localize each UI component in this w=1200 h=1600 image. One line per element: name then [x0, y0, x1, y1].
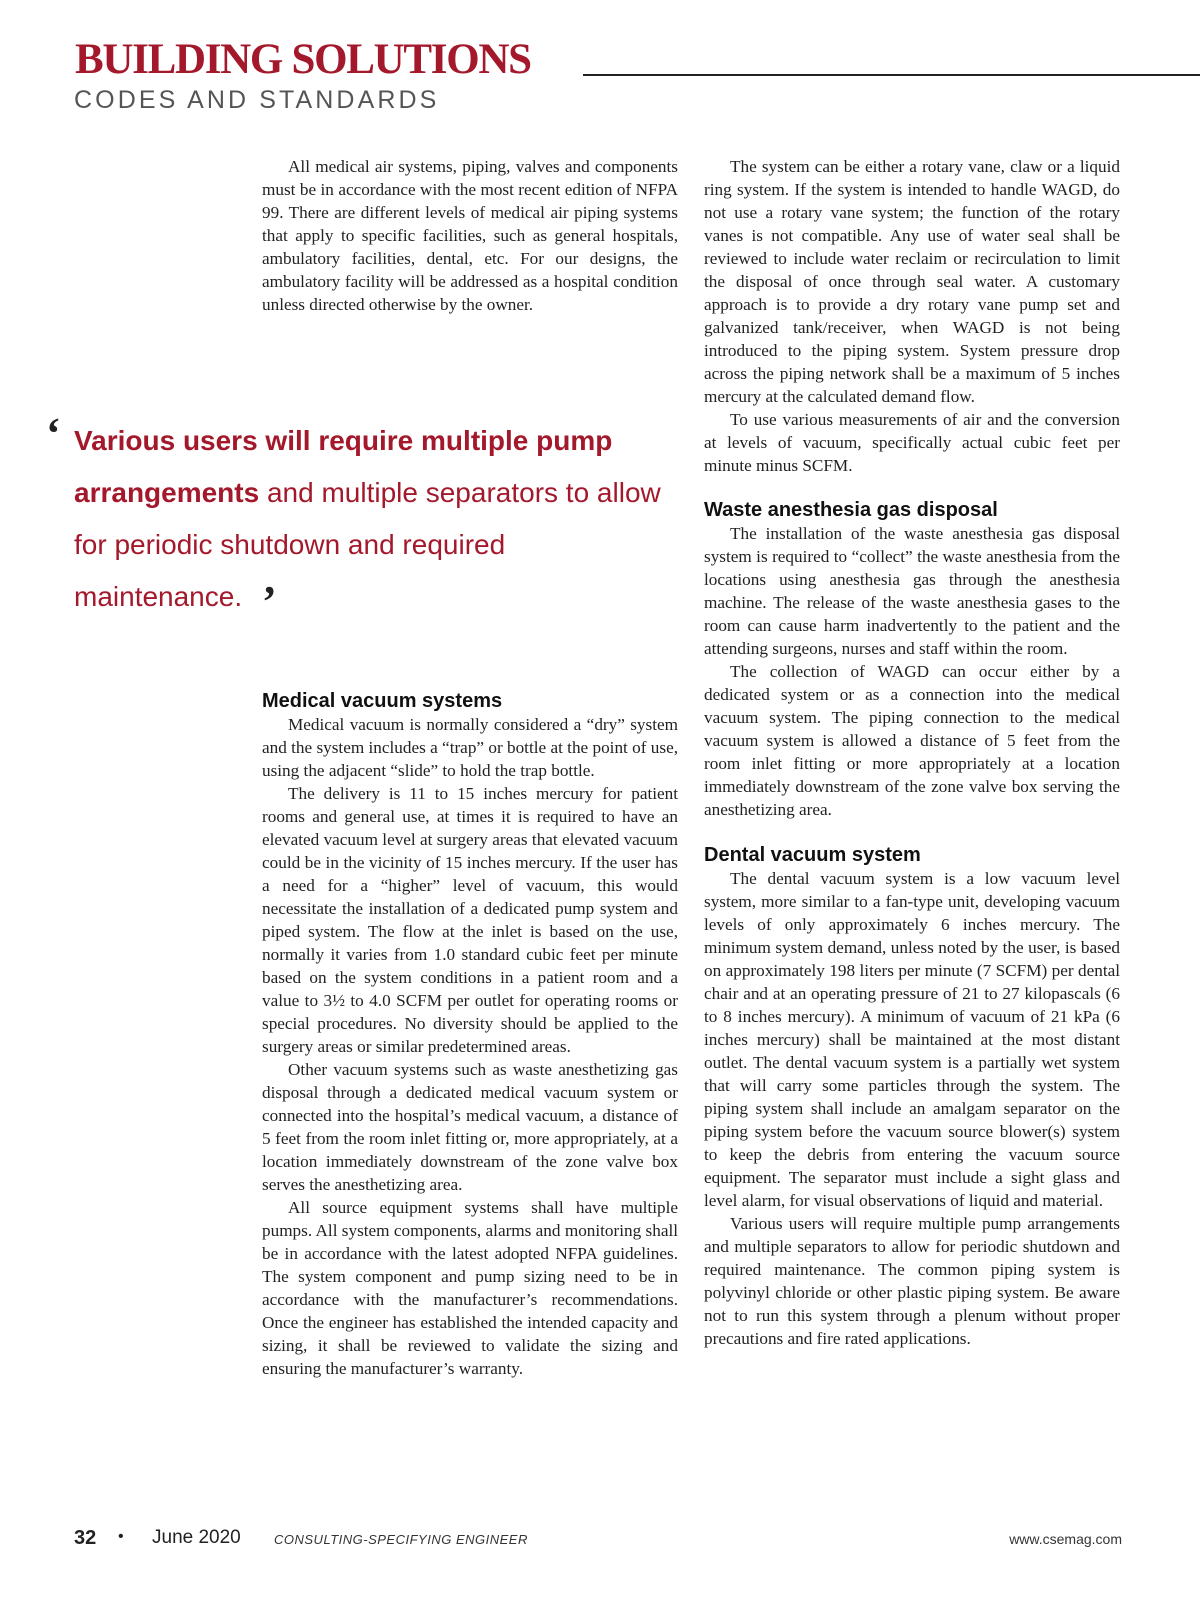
paragraph: All medical air systems, piping, valves and components must be in accordance with the most recent edition of NFPA 99. There are different levels of medical air piping systems that apply to specific facilities, such as general hospitals, ambulatory facilities, dental, etc. For our designs, the ambulatory facility will be addressed as a hospital condition unless directed otherwise by the owner. [262, 157, 678, 314]
pull-quote-rest: and multiple separators to allow for periodic shutdown and required maintenance. [74, 477, 661, 612]
paragraph: All source equipment systems shall have multiple pumps. All system components, alarms and monitoring shall be in accordance with the latest adopted NFPA guidelines. The system component and pump sizing need to be in accordance with the manufacturer’s recommendations. Once the engineer has established the intended capacity and sizing, it shall be reviewed to validate the sizing and ensuring the manufacturer’s warranty. [262, 1198, 678, 1378]
paragraph: The system can be either a rotary vane, claw or a liquid ring system. If the system is intended to handle WAGD, do not use a rotary vane system; the function of the rotary vanes is not compatible. Any use of water seal shall be reviewed to include water reclaim or recirculation to limit the disposal of once through seal water. A customary approach is to provide a dry rotary vane pump set and galvanized tank/receiver, when WAGD is not being introduced to the piping system. System pressure drop across the piping network shall be a maximum of 5 inches mercury at the calculated demand flow. [704, 157, 1120, 406]
paragraph: The dental vacuum system is a low vacuum level system, more similar to a fan-type unit, developing vacuum levels of only approximately 6 inches mercury. The minimum system demand, unless noted by the user, is based on approximately 198 liters per minute (7 SCFM) per dental chair and at an operating pressure of 21 to 27 kilopascals (6 to 8 inches mercury). A minimum of vacuum of 21 kPa (6 inches mercury) shall be maintained at the most distant outlet. The dental vacuum system is a partially wet system that will carry some particles through the system. The piping system shall include an amalgam separator on the piping system before the vacuum source blower(s) system to keep the debris from entering the vacuum source equipment. The separator must include a sight glass and level alarm, for visual observations of liquid and material. [704, 869, 1120, 1210]
separator-bullet: • [118, 1528, 124, 1545]
paragraph: Other vacuum systems such as waste anesthetizing gas disposal through a dedicated medical vacuum system or connected into the hospital’s medical vacuum, a distance of 5 feet from the room inlet fitting or, more appropriately, at a location immediately downstream of the zone valve box serves the anesthetizing area. [262, 1060, 678, 1194]
section-title: BUILDING SOLUTIONS [75, 36, 531, 83]
paragraph: The collection of WAGD can occur either by a dedicated system or as a connection into the medical vacuum system. The piping connection to the medical vacuum system is allowed a distance of 5 feet from the room inlet fitting or more appropriately at a location immediately downstream of the zone valve box serving the anesthetizing area. [704, 662, 1120, 819]
header-rule [583, 74, 1200, 76]
section-heading: Waste anesthesia gas disposal [704, 499, 998, 521]
page-footer [74, 1527, 1122, 1557]
pull-quote-text [74, 415, 674, 626]
section-subtitle: CODES AND STANDARDS [74, 86, 440, 114]
publication-name: CONSULTING-SPECIFYING ENGINEER [274, 1532, 528, 1547]
section-heading: Medical vacuum systems [262, 690, 503, 712]
paragraph: Various users will require multiple pump arrangements and multiple separators to allow for periodic shutdown and required maintenance. The common piping system is polyvinyl chloride or other plastic piping system. Be aware not to run this system through a plenum without proper precautions and fire rated applications. [704, 1214, 1120, 1348]
page-number: 32 [74, 1527, 97, 1549]
paragraph: Medical vacuum is normally considered a “dry” system and the system includes a “trap” or bottle at the point of use, using the adjacent “slide” to hold the trap bottle. [262, 715, 678, 780]
paragraph: The installation of the waste anesthesia gas disposal system is required to “collect” the waste anesthesia from the locations using anesthesia gas through the anesthesia machine. The release of the waste anesthesia gases to the room can cause harm inadvertently to the patient and the attending surgeons, nurses and staff within the room. [704, 524, 1120, 658]
pull-quote [74, 415, 674, 647]
pull-quote-emphasis: Various users will require multiple pump arrangements [74, 425, 613, 508]
website-url: www.csemag.com [1009, 1531, 1122, 1547]
column-2 [704, 155, 1120, 1350]
column-1-medical-vacuum [262, 689, 678, 1380]
section-heading: Dental vacuum system [704, 844, 921, 866]
paragraph: To use various measurements of air and the conversion at levels of vacuum, specifically actual cubic feet per minute minus SCFM. [704, 410, 1120, 475]
close-quote-mark: ’ [262, 577, 277, 626]
open-quote-mark: ‘ [46, 409, 61, 458]
issue-date: June 2020 [152, 1527, 241, 1548]
column-1-intro [262, 155, 678, 316]
paragraph: The delivery is 11 to 15 inches mercury for patient rooms and general use, at times it is required to have an elevated vacuum level at surgery areas that elevated vacuum could be in the vicinity of 15 inches mercury. If the user has a need for a “higher” level of vacuum, this would necessitate the installation of a dedicated pump system and piped system. The flow at the inlet is based on the use, normally it varies from 1.0 standard cubic feet per minute based on the system conditions in a patient room and a value to 3½ to 4.0 SCFM per outlet for operating rooms or special procedures. No diversity should be applied to the surgery areas or similar predetermined areas. [262, 784, 678, 1056]
